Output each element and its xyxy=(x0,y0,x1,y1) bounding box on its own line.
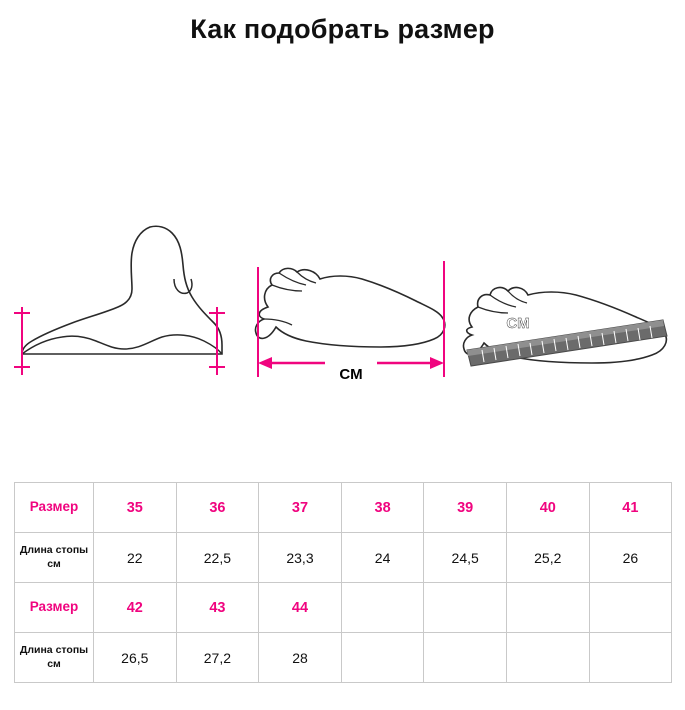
cm-label-tape-view: CM xyxy=(506,315,530,332)
cm-arrow-head-left xyxy=(258,357,272,369)
table-cell: 28 xyxy=(259,633,342,683)
table-cell: 35 xyxy=(94,483,177,533)
size-table-wrapper xyxy=(14,482,671,683)
table-row xyxy=(15,583,672,633)
table-cell xyxy=(424,583,507,633)
table-row-label: Размер xyxy=(15,483,94,533)
illustration-svg xyxy=(0,45,685,435)
table-cell: 24 xyxy=(341,533,424,583)
table-cell: 43 xyxy=(176,583,259,633)
foot-tape-view xyxy=(463,288,667,366)
table-cell: 25,2 xyxy=(506,533,589,583)
table-cell: 42 xyxy=(94,583,177,633)
table-row xyxy=(15,633,672,683)
foot-top-outline xyxy=(255,268,444,347)
size-table xyxy=(14,482,672,683)
size-table-body xyxy=(15,483,672,683)
table-cell xyxy=(341,633,424,683)
cm-arrow-head-right xyxy=(430,357,444,369)
table-cell: 23,3 xyxy=(259,533,342,583)
table-cell: 24,5 xyxy=(424,533,507,583)
table-cell: 37 xyxy=(259,483,342,533)
table-row-label: Размер xyxy=(15,583,94,633)
table-cell: 38 xyxy=(341,483,424,533)
foot-top-view xyxy=(255,261,444,383)
page-title: Как подобрать размер xyxy=(190,14,495,44)
table-cell: 44 xyxy=(259,583,342,633)
table-row-label: Длина стопы см xyxy=(15,633,94,683)
cm-label-top-view: CM xyxy=(339,366,363,383)
table-cell xyxy=(341,583,424,633)
table-row xyxy=(15,533,672,583)
table-row xyxy=(15,483,672,533)
table-cell: 26 xyxy=(589,533,672,583)
table-row-label: Длина стопы см xyxy=(15,533,94,583)
table-cell: 26,5 xyxy=(94,633,177,683)
table-cell: 22,5 xyxy=(176,533,259,583)
table-cell xyxy=(589,583,672,633)
table-cell: 40 xyxy=(506,483,589,533)
table-cell: 27,2 xyxy=(176,633,259,683)
table-cell xyxy=(589,633,672,683)
table-cell xyxy=(506,583,589,633)
table-cell xyxy=(506,633,589,683)
table-cell: 36 xyxy=(176,483,259,533)
foot-side-view xyxy=(14,226,225,375)
foot-side-outline xyxy=(22,226,222,354)
table-cell: 41 xyxy=(589,483,672,533)
table-cell: 22 xyxy=(94,533,177,583)
foot-measurement-illustration xyxy=(0,45,685,435)
table-cell: 39 xyxy=(424,483,507,533)
table-cell xyxy=(424,633,507,683)
